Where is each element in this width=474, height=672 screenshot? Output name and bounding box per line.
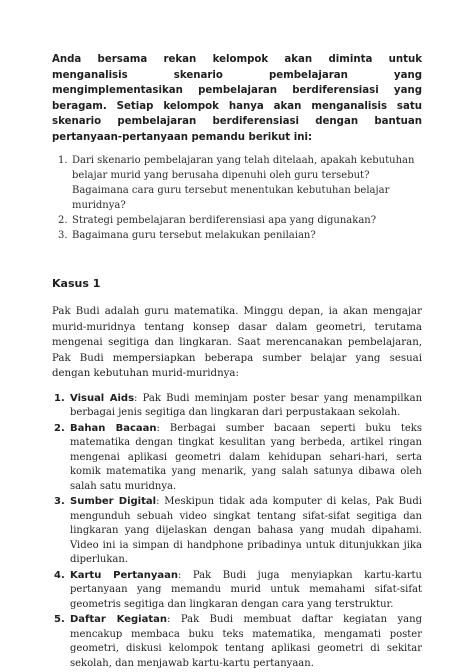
source-number: 1. (54, 392, 65, 404)
source-text: : Pak Budi juga menyiapkan kartu-kartu pertanyaan yang memandu murid untuk memahami sifat-sifat geometris segitiga dan lingkaran dengan cara yang terstruktur. (70, 569, 422, 610)
source-term: Sumber Digital (70, 496, 157, 507)
source-text: : Pak Budi membuat daftar kegiatan yang mencakup membaca buku teks matematika, mengamati poster geometri, diskusi kelompok tentang aplikasi geometri di sekitar sekolah, dan menjawab kartu-kartu pertanyaan. (70, 614, 422, 669)
source-term: Kartu Pertanyaan (70, 569, 178, 581)
source-number: 5. (54, 614, 65, 625)
intro-paragraph: Anda bersama rekan kelompok akan diminta untuk menganalisis skenario pembelajaran yang mengimplementasikan pembelajaran berdiferensiasi yang beragam. Setiap kelompok hanya akan menganalisis satu skenario pembelajaran berdiferensiasi dengan bantuan pertanyaan-pertanyaan pemandu berikut ini: (52, 54, 422, 143)
question-item (52, 213, 422, 228)
document-page (52, 52, 422, 672)
source-term: Visual Aids (70, 392, 135, 404)
source-text: : Meskipun tidak ada komputer di kelas, Pak Budi mengunduh sebuah video singkat tentang sifat-sifat segitiga dan lingkaran yang dijelaskan dengan bahasa yang mudah dipahami. Video ini ia simpan di handphone pribadinya untuk ditunjukkan jika diperlukan. (70, 496, 422, 565)
source-number: 2. (54, 422, 65, 434)
question-item (52, 153, 422, 213)
source-item (52, 613, 422, 671)
source-item (52, 569, 422, 613)
guiding-questions-list (52, 153, 422, 243)
question-number: 1. (58, 155, 68, 166)
section-heading: Kasus 1 (52, 277, 101, 290)
source-number: 4. (54, 569, 65, 581)
question-text: Strategi pembelajaran berdiferensiasi apa yang digunakan? (72, 215, 377, 226)
learning-sources-list (52, 392, 422, 672)
question-number: 3. (58, 230, 68, 241)
source-number: 3. (54, 496, 65, 507)
question-number: 2. (58, 215, 68, 226)
source-item (52, 495, 422, 568)
source-term: Bahan Bacaan (70, 422, 157, 434)
question-item (52, 228, 422, 243)
source-text: : Berbagai sumber bacaan seperti buku teks matematika dengan tingkat kesulitan yang berbeda, artikel ringan mengenai aplikasi geometri dalam kehidupan sehari-hari, serta komik matematika yang menarik, yang salah satunya dibawa oleh salah satu muridnya. (70, 422, 422, 492)
question-text: Bagaimana guru tersebut melakukan penilaian? (72, 230, 316, 241)
source-text: : Pak Budi meminjam poster besar yang menampilkan berbagai jenis segitiga dan lingkaran dari perpustakaan sekolah. (70, 392, 423, 418)
source-item (52, 392, 422, 421)
source-item (52, 422, 422, 495)
question-text: Dari skenario pembelajaran yang telah ditelaah, apakah kebutuhan belajar murid yang berusaha dipenuhi oleh guru tersebut? Bagaimana cara guru tersebut menentukan kebutuhan belajar muridnya? (72, 155, 415, 211)
source-term: Daftar Kegiatan (70, 614, 167, 625)
case-paragraph: Pak Budi adalah guru matematika. Minggu depan, ia akan mengajar murid-muridnya tentang konsep dasar dalam geometri, terutama mengenai segitiga dan lingkaran. Saat merencanakan pembelajaran, Pak Budi mempersiapkan beberapa sumber belajar yang sesuai dengan kebutuhan murid-muridnya: (52, 306, 422, 379)
